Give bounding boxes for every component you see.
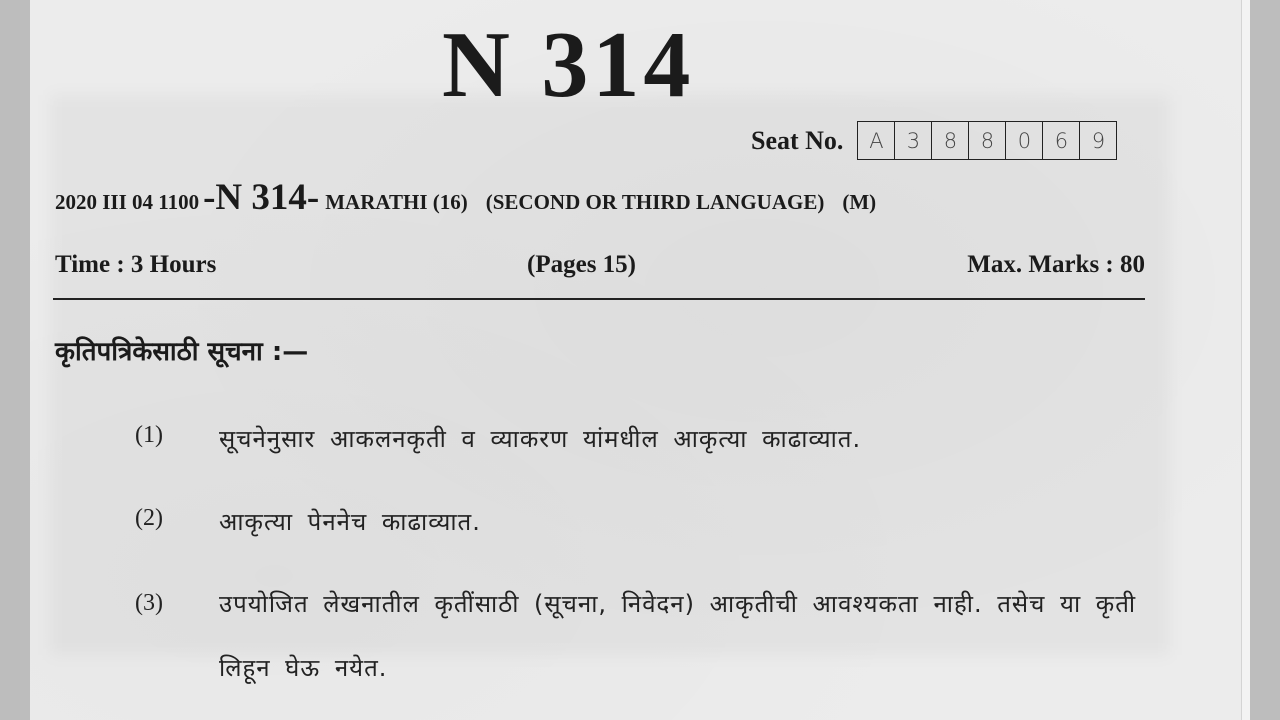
- seat-digit-box: 0: [1006, 122, 1043, 159]
- paper-code-line: [55, 176, 876, 219]
- paper-code-title: N 314: [442, 13, 695, 117]
- instruction-number: (2): [135, 505, 163, 531]
- instruction-number: (1): [135, 422, 163, 448]
- code-prefix: 2020 III 04 1100: [55, 190, 200, 214]
- code-language: (SECOND OR THIRD LANGUAGE): [485, 190, 825, 214]
- seat-number-boxes: [857, 121, 1117, 160]
- seat-digit-box: 8: [969, 122, 1006, 159]
- code-paper-number: -N 314-: [203, 177, 320, 218]
- code-medium: (M): [842, 190, 877, 214]
- seat-digit-box: A: [858, 122, 895, 159]
- paper-edge: [1241, 0, 1250, 720]
- instruction-text: आकृत्या पेननेच काढाव्यात.: [219, 508, 481, 536]
- instructions-heading: कृतिपत्रिकेसाठी सूचना :—: [55, 337, 309, 367]
- seat-digit-box: 6: [1043, 122, 1080, 159]
- exam-pages: (Pages 15): [527, 251, 636, 278]
- exam-max-marks: Max. Marks : 80: [967, 251, 1145, 278]
- seat-digit-box: 8: [932, 122, 969, 159]
- seat-digit-box: 9: [1091, 128, 1106, 153]
- instruction-text: उपयोजित लेखनातील कृतींसाठी (सूचना, निवेदन) आकृतीची आवश्यकता नाही. तसेच या कृती लिहून घेऊ नयेत.: [219, 590, 1137, 682]
- instruction-item: [135, 505, 1145, 545]
- instruction-number: (3): [135, 590, 163, 616]
- seat-number-block: [751, 121, 1117, 160]
- instruction-item: [135, 422, 1145, 462]
- header-divider: [53, 298, 1145, 300]
- instruction-item: [135, 590, 1145, 700]
- code-subject: MARATHI (16): [325, 190, 468, 214]
- seat-label: Seat No.: [751, 125, 844, 155]
- seat-digit-box: 3: [895, 122, 932, 159]
- instruction-text: सूचनेनुसार आकलनकृती व व्याकरण यांमधील आकृत्या काढाव्यात.: [219, 425, 862, 453]
- exam-paper: [30, 0, 1250, 720]
- exam-time: Time : 3 Hours: [55, 251, 217, 278]
